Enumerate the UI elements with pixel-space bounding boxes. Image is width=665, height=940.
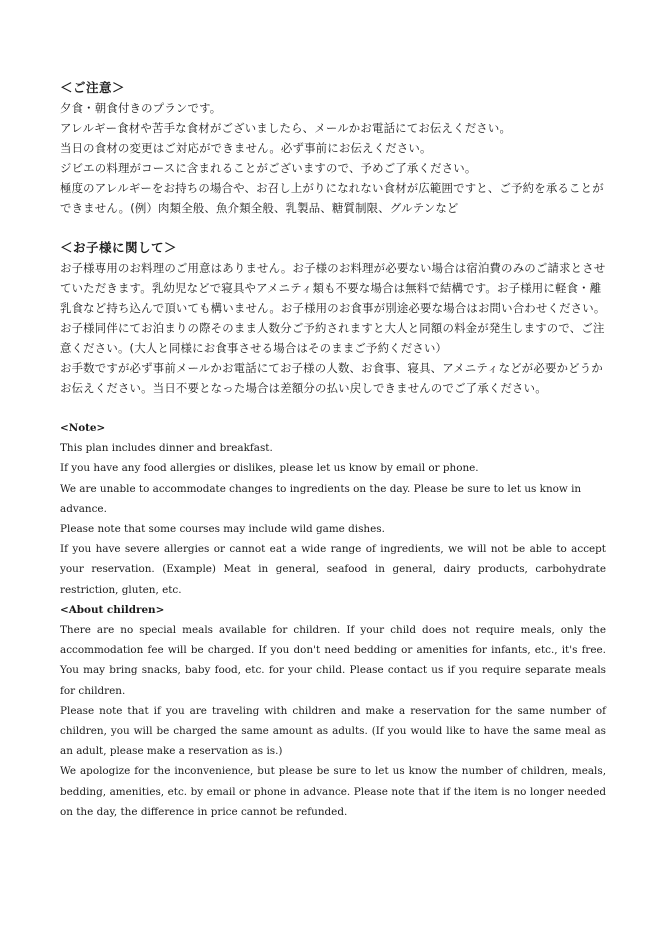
en-note-line: If you have severe allergies or cannot eat a wide range of ingredients, we will not be able to accept your reservation. (Example) Meat in general, seafood in general, dairy products, carbohydrate restriction, gluten, etc. xyxy=(60,543,606,596)
ja-children-paragraph: お手数ですが必ず事前メールかお電話にてお子様の人数、お食事、寝具、アメニティなどが必要かどうかお伝えください。当日不要となった場合は差額分の払い戻しできませんのでご了承ください。 xyxy=(60,361,603,395)
ja-note-line: 当日の食材の変更はご対応ができません。必ず事前にお伝えください。 xyxy=(60,141,432,155)
en-note-heading: <Note> xyxy=(60,422,106,434)
en-children-section xyxy=(60,600,606,822)
en-note-line: This plan includes dinner and breakfast. xyxy=(60,442,273,455)
en-children-paragraph: We apologize for the inconvenience, but please be sure to let us know the number of children, meals, bedding, amenities, etc. by email or phone in advance. Please note that if the item is no longer needed on the day, the difference in price cannot be refunded. xyxy=(60,765,606,818)
ja-children-section xyxy=(60,238,606,398)
ja-note-line: アレルギー食材や苦手な食材がございましたら、メールかお電話にてお伝えください。 xyxy=(60,121,512,135)
ja-note-line: ジビエの料理がコースに含まれることがございますので、予めご了承ください。 xyxy=(60,161,477,175)
en-children-paragraph: Please note that if you are traveling with children and make a reservation for the same number of children, you will be charged the same amount as adults. (If you would like to have the same meal as an adult, please make a reservation as is.) xyxy=(60,704,606,758)
ja-children-heading: ＜お子様に関して＞ xyxy=(60,240,178,255)
ja-note-heading: ＜ご注意＞ xyxy=(60,80,126,95)
en-note-line: Please note that some courses may include wild game dishes. xyxy=(60,523,385,536)
ja-children-paragraph: お子様専用のお料理のご用意はありません。お子様のお料理が必要ない場合は宿泊費のみのご請求とさせていただきます。乳幼児などで寝具やアメニティ類も不要な場合は無料で結構です。お子様用に軽食・離乳食など持ち込んで頂いても構いません。お子様用のお食事が別途必要な場合はお問い合わせください。 xyxy=(60,261,606,315)
en-children-paragraph: There are no special meals available for children. If your child does not require meals, only the accommodation fee will be charged. If you don't need bedding or amenities for infants, etc., it's free. You may bring snacks, baby food, etc. for your child. Please contact us if you require separate meals for children. xyxy=(60,624,606,697)
ja-note-section xyxy=(60,78,606,218)
spacer xyxy=(60,398,606,418)
en-children-heading: <About children> xyxy=(60,603,165,616)
ja-note-line: 夕食・朝食付きのプランです。 xyxy=(60,101,222,115)
en-note-section xyxy=(60,418,606,600)
en-note-line: If you have any food allergies or dislikes, please let us know by email or phone. xyxy=(60,462,479,475)
en-note-line: We are unable to accommodate changes to ingredients on the day. Please be sure to let us know in advance. xyxy=(60,482,582,515)
ja-children-paragraph: お子様同伴にてお泊まりの際そのまま人数分ご予約されますと大人と同額の料金が発生しますので、ご注意ください。(大人と同様にお食事させる場合はそのままご予約ください） xyxy=(60,321,605,355)
spacer xyxy=(60,218,606,238)
document-page xyxy=(60,78,606,822)
ja-note-line: 極度のアレルギーをお持ちの場合や、お召し上がりになれない食材が広範囲ですと、ご予約を承ることができません。(例）肉類全般、魚介類全般、乳製品、糖質制限、グルテンなど xyxy=(60,181,604,215)
